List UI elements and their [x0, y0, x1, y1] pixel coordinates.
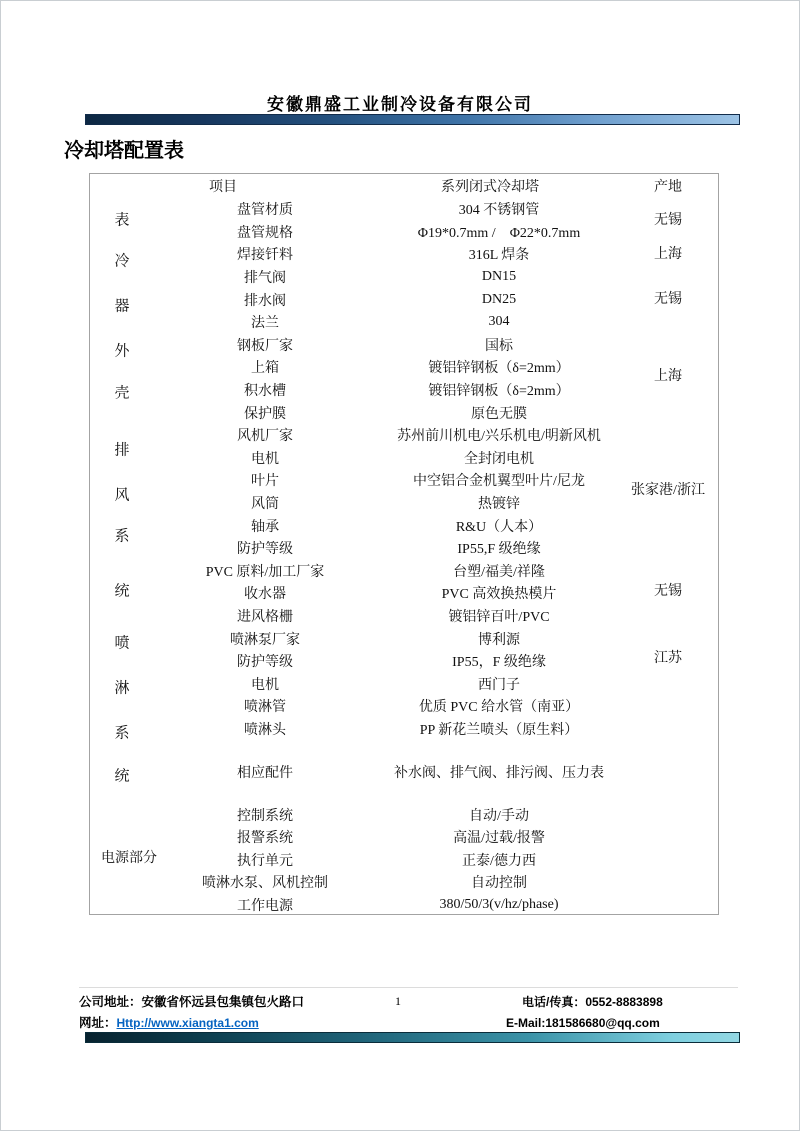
value-cell: 台塑/福美/祥隆 — [453, 564, 545, 580]
item-cell: 相应配件 — [237, 765, 293, 781]
item-cell: PVC 原料/加工厂家 — [205, 564, 325, 580]
table-rows — [90, 198, 718, 916]
footer-divider — [79, 987, 738, 988]
table-row — [90, 718, 718, 741]
column-header-origin: 产地 — [654, 180, 682, 195]
item-cell: 控制系统 — [237, 808, 293, 824]
value-cell: 自动控制 — [471, 876, 527, 892]
table-row — [90, 803, 718, 826]
section-label-char: 冷 — [114, 253, 130, 270]
item-cell: 喷淋水泵、风机控制 — [202, 876, 328, 892]
value-cell: 316L 焊条 — [468, 248, 530, 264]
item-cell: 排水阀 — [244, 293, 286, 309]
email: E-Mail:181586680@qq.com — [506, 1016, 660, 1030]
item-cell: 叶片 — [251, 474, 279, 490]
table-row — [90, 894, 718, 917]
table-row — [90, 650, 718, 673]
value-cell: 304 — [488, 314, 510, 330]
item-cell: 风筒 — [251, 497, 279, 513]
item-cell: 钢板厂家 — [237, 338, 293, 354]
item-cell: 进风格栅 — [237, 609, 293, 625]
item-cell: 收水器 — [244, 587, 286, 603]
table-row — [90, 288, 718, 311]
table-row — [90, 401, 718, 424]
table-row — [90, 469, 718, 492]
value-cell: IP55,F 级绝缘 — [457, 542, 541, 558]
item-cell: 焊接钎料 — [237, 248, 293, 264]
table-row — [90, 826, 718, 849]
value-cell: 优质 PVC 给水管（南亚） — [418, 700, 580, 716]
value-cell: PP 新花兰喷头（原生料） — [419, 722, 579, 738]
value-cell: 苏州前川机电/兴乐机电/明新风机 — [397, 429, 601, 445]
value-cell: 西门子 — [478, 677, 520, 693]
origin-cell: 无锡 — [654, 213, 682, 228]
section-label-char: 淋 — [114, 680, 130, 697]
table-row — [90, 848, 718, 871]
origin-cell: 无锡 — [654, 584, 682, 599]
company-name: 安徽鼎盛工业制冷设备有限公司 — [267, 95, 533, 114]
origin-cell: 江苏 — [654, 651, 682, 666]
table-row — [90, 582, 718, 605]
item-cell: 排气阀 — [244, 271, 286, 287]
section-label-char: 统 — [114, 768, 130, 785]
table-row — [90, 311, 718, 334]
section-label-char: 喷 — [114, 635, 130, 652]
table-row — [90, 871, 718, 894]
value-cell: 镀铝锌百叶/PVC — [448, 609, 550, 625]
company-address: 公司地址：安徽省怀远县包集镇包火路口 — [79, 995, 305, 1009]
table-row — [90, 492, 718, 515]
item-cell: 电机 — [251, 451, 279, 467]
origin-cell: 张家港/浙江 — [631, 483, 705, 498]
page-number: 1 — [395, 994, 401, 1008]
website-link[interactable]: Http://www.xiangta1.com — [116, 1016, 259, 1030]
item-cell: 执行单元 — [237, 853, 293, 869]
value-cell: 中空铝合金机翼型叶片/尼龙 — [413, 474, 585, 490]
section-label-char: 系 — [114, 528, 130, 545]
table-row — [90, 266, 718, 289]
table-row — [90, 514, 718, 537]
value-cell: 全封闭电机 — [464, 451, 534, 467]
section-label-char: 表 — [114, 212, 130, 229]
table-row — [90, 672, 718, 695]
value-cell: PVC 高效换热模片 — [441, 587, 557, 603]
table-row — [90, 605, 718, 628]
item-cell: 喷淋头 — [244, 722, 286, 738]
footer-right — [506, 992, 663, 1034]
value-cell: 正泰/德力西 — [462, 853, 536, 869]
origin-cell: 上海 — [654, 247, 682, 262]
table-row — [90, 740, 718, 803]
table-row — [90, 537, 718, 560]
table-row — [90, 560, 718, 583]
section-label-char: 壳 — [114, 385, 130, 402]
value-cell: DN25 — [481, 291, 517, 307]
item-cell: 上箱 — [251, 361, 279, 377]
table-row — [90, 334, 718, 357]
footer-left — [79, 992, 304, 1034]
table-row — [90, 695, 718, 718]
item-cell: 风机厂家 — [237, 429, 293, 445]
value-cell: 304 不锈钢管 — [458, 203, 540, 219]
value-cell: 原色无膜 — [471, 406, 527, 422]
item-cell: 喷淋泵厂家 — [230, 632, 300, 648]
header-gradient-bar — [85, 114, 740, 125]
table-row — [90, 447, 718, 470]
column-header-item: 项目 — [209, 180, 237, 195]
config-table — [89, 173, 719, 915]
section-label-char: 系 — [114, 725, 130, 742]
value-cell: 博利源 — [478, 632, 520, 648]
origin-cell: 上海 — [654, 369, 682, 384]
item-cell: 防护等级 — [237, 542, 293, 558]
table-row — [90, 379, 718, 402]
value-cell: 高温/过载/报警 — [453, 831, 545, 847]
origin-cell: 无锡 — [654, 292, 682, 307]
value-cell: 国标 — [485, 338, 513, 354]
value-cell: 自动/手动 — [469, 808, 529, 824]
item-cell: 防护等级 — [237, 655, 293, 671]
item-cell: 盘管材质 — [237, 203, 293, 219]
item-cell: 保护膜 — [244, 406, 286, 422]
table-row — [90, 627, 718, 650]
value-cell: Φ19*0.7mm / Φ22*0.7mm — [417, 225, 581, 241]
website-label: 网址： — [79, 1016, 117, 1030]
value-cell: 380/50/3(v/hz/phase) — [439, 896, 559, 912]
phone-fax: 电话/传真：0552-8883898 — [522, 995, 663, 1009]
item-cell: 工作电源 — [237, 898, 293, 914]
table-row — [90, 243, 718, 266]
section-label-char: 统 — [114, 583, 130, 600]
table-row — [90, 424, 718, 447]
value-cell: DN15 — [481, 269, 517, 285]
value-cell: R&U（人本） — [455, 519, 543, 535]
footer-gradient-bar — [85, 1032, 740, 1043]
value-cell: 镀铝锌钢板（δ=2mm） — [428, 361, 570, 377]
item-cell: 喷淋管 — [244, 700, 286, 716]
value-cell: 补水阀、排气阀、排污阀、压力表 — [394, 765, 604, 781]
section-label-char: 排 — [114, 442, 130, 459]
item-cell: 报警系统 — [237, 831, 293, 847]
item-cell: 积水槽 — [244, 384, 286, 400]
value-cell: 镀铝锌钢板（δ=2mm） — [428, 384, 570, 400]
item-cell: 轴承 — [251, 519, 279, 535]
section-label-char: 外 — [114, 343, 130, 360]
value-cell: IP55，F 级绝缘 — [452, 655, 546, 671]
website-line — [79, 1013, 304, 1034]
section-label-power: 电源部分 — [101, 851, 157, 866]
table-row — [90, 221, 718, 244]
item-cell: 电机 — [251, 677, 279, 693]
table-row — [90, 198, 718, 221]
column-header-series: 系列闭式冷却塔 — [441, 180, 539, 195]
section-label-char: 风 — [114, 487, 130, 504]
table-row — [90, 356, 718, 379]
value-cell: 热镀锌 — [478, 497, 520, 513]
item-cell: 法兰 — [251, 316, 279, 332]
section-label-char: 器 — [114, 298, 130, 315]
page-title: 冷却塔配置表 — [64, 140, 184, 162]
item-cell: 盘管规格 — [237, 225, 293, 241]
